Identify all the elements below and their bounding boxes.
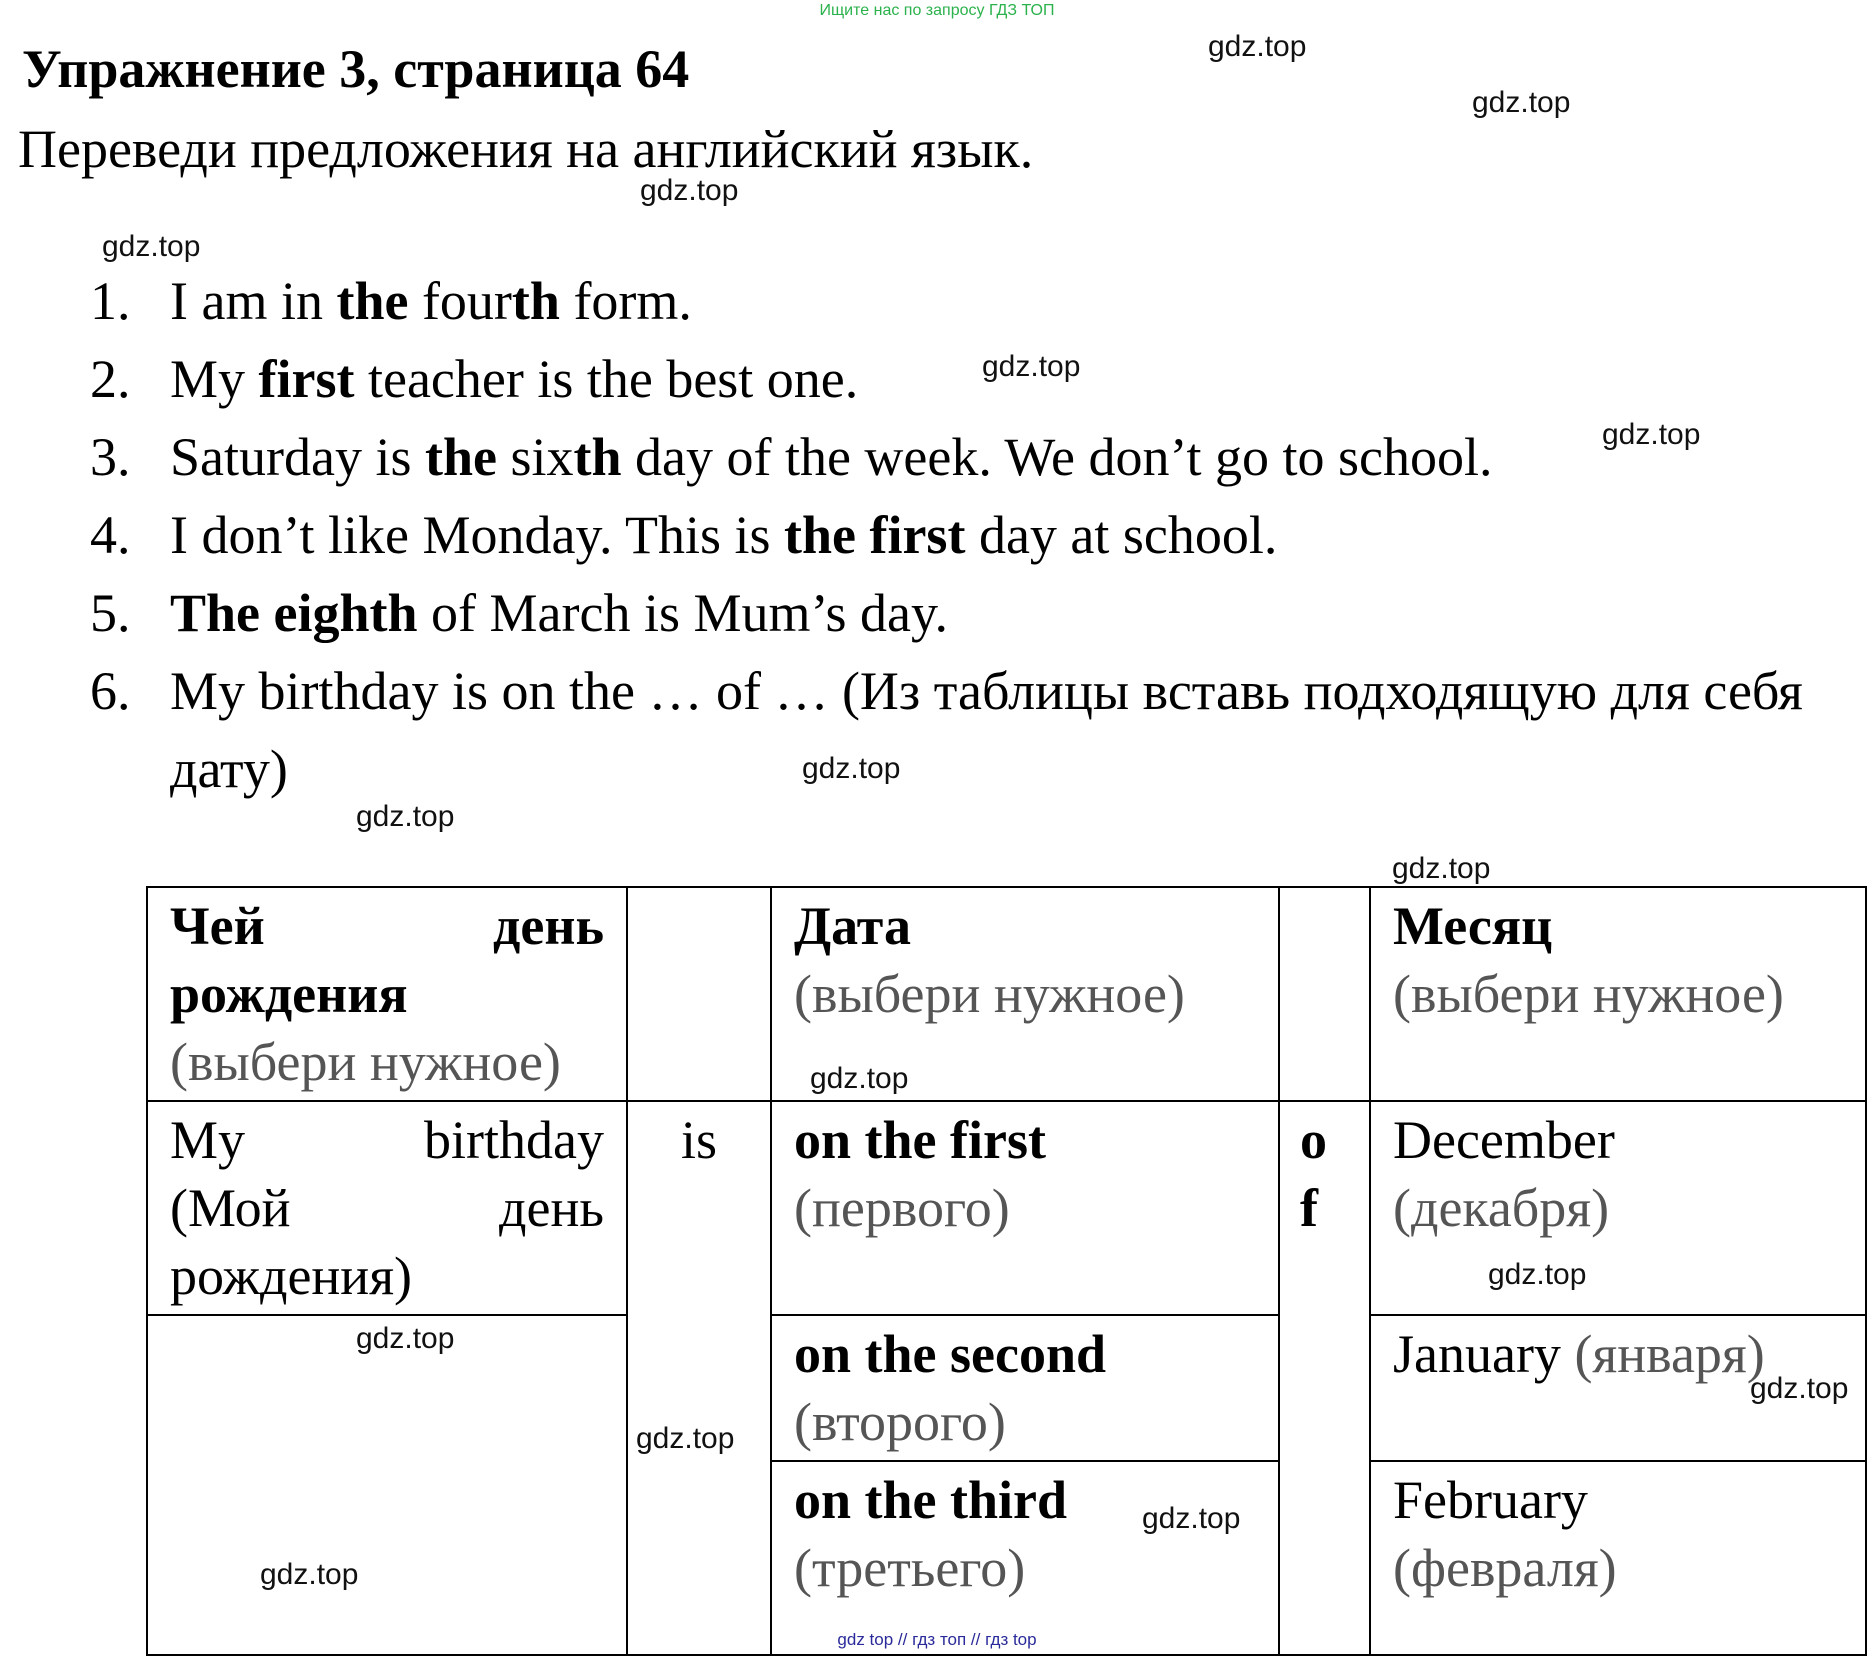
header-cell-month	[1370, 887, 1866, 1101]
header-label: рождения	[170, 964, 408, 1024]
cell-text: (второго)	[794, 1392, 1006, 1452]
top-search-hint[interactable]: Ищите нас по запросу ГДЗ ТОП	[819, 2, 1055, 19]
verb-cell	[627, 1101, 771, 1655]
text-run: day of the week. We don’t go to school.	[621, 427, 1493, 487]
watermark: gdz.top	[1750, 1372, 1849, 1405]
header-cell-empty	[627, 887, 771, 1101]
table-header-row	[147, 887, 1866, 1101]
text-run: day at school.	[965, 505, 1278, 565]
subject-cell	[147, 1101, 627, 1315]
header-cell-empty	[1279, 887, 1370, 1101]
watermark: gdz.top	[636, 1422, 735, 1455]
text-run: four	[408, 271, 512, 331]
date-cell	[771, 1461, 1279, 1655]
watermark: gdz.top	[1208, 30, 1307, 63]
item-number: 3.	[90, 427, 131, 487]
watermark: gdz.top	[640, 174, 739, 207]
list-item	[90, 652, 1850, 808]
watermark: gdz.top	[356, 800, 455, 833]
text-run: My birthday is on the … of … (Из таблицы вставь подходящую для себя дату)	[170, 661, 1803, 799]
cell-text: (третьего)	[794, 1538, 1026, 1598]
text-run: of March is Mum’s day.	[417, 583, 948, 643]
table-row	[147, 1101, 1866, 1315]
watermark: gdz.top	[102, 230, 201, 263]
table-row	[147, 1315, 1866, 1461]
date-table	[146, 886, 1867, 1656]
item-number: 6.	[90, 661, 131, 721]
watermark: gdz.top	[1488, 1258, 1587, 1291]
bold-run: th	[511, 271, 560, 331]
of-cell	[1279, 1101, 1370, 1655]
cell-text: January	[1393, 1324, 1561, 1384]
bold-run: the first	[784, 505, 966, 565]
text-run: I am in	[170, 271, 337, 331]
watermark: gdz.top	[356, 1322, 455, 1355]
item-number: 4.	[90, 505, 131, 565]
page-title: Упражнение 3, страница 64	[22, 39, 690, 99]
sentence-list	[90, 262, 1803, 808]
item-number: 5.	[90, 583, 131, 643]
month-cell	[1370, 1461, 1866, 1655]
text-run: teacher is the best one.	[354, 349, 859, 409]
cell-text: is	[680, 1110, 718, 1170]
cell-text: on the second	[794, 1324, 1107, 1384]
date-cell	[771, 1315, 1279, 1461]
item-number: 1.	[90, 271, 131, 331]
watermark: gdz.top	[1472, 86, 1571, 119]
cell-text: on the third	[794, 1470, 1068, 1530]
header-cell-whose	[147, 887, 627, 1101]
list-item	[90, 418, 1790, 496]
list-item	[90, 496, 1790, 574]
cell-text: My birthday	[170, 1110, 604, 1170]
cell-text: on the first	[794, 1110, 1046, 1170]
cell-text: December	[1393, 1110, 1615, 1170]
watermark: gdz.top	[802, 752, 901, 785]
list-item	[90, 574, 1790, 652]
empty-cell	[147, 1315, 627, 1655]
month-cell	[1370, 1315, 1866, 1461]
list-item	[90, 262, 1790, 340]
header-label: день	[493, 896, 604, 956]
watermark: gdz.top	[260, 1558, 359, 1591]
text-run: My	[170, 349, 259, 409]
text-run: form.	[559, 271, 692, 331]
watermark: gdz.top	[982, 350, 1081, 383]
bold-run: The eighth	[170, 583, 418, 643]
cell-text: February	[1393, 1470, 1588, 1530]
text-run: I don’t like Monday. This is	[170, 505, 784, 565]
header-label: Месяц	[1393, 896, 1553, 956]
bold-run: the	[424, 427, 497, 487]
cell-text: (первого)	[794, 1178, 1010, 1238]
bold-run: the	[336, 271, 409, 331]
watermark: gdz.top	[810, 1062, 909, 1095]
item-number: 2.	[90, 349, 131, 409]
cell-text: f	[1300, 1178, 1318, 1238]
list-item	[90, 340, 1790, 418]
bold-run: first	[258, 349, 355, 409]
header-note: (выбери нужное)	[1393, 964, 1784, 1024]
header-label: Дата	[794, 896, 911, 956]
text-run: six	[496, 427, 574, 487]
header-note: (выбери нужное)	[794, 964, 1185, 1024]
bottom-links[interactable]: gdz top // гдз топ // гдз top	[837, 1630, 1037, 1649]
watermark: gdz.top	[1142, 1502, 1241, 1535]
text-run: Saturday is	[170, 427, 425, 487]
cell-text: o	[1300, 1110, 1327, 1170]
header-cell-date	[771, 887, 1279, 1101]
cell-text: (февраля)	[1393, 1538, 1617, 1598]
watermark: gdz.top	[1602, 418, 1701, 451]
task-instruction: Переведи предложения на английский язык.	[18, 119, 1034, 179]
bold-run: th	[573, 427, 622, 487]
header-label: Чей	[170, 896, 265, 956]
cell-text: (декабря)	[1393, 1178, 1610, 1238]
cell-text: (января)	[1574, 1324, 1765, 1384]
watermark: gdz.top	[1392, 852, 1491, 885]
header-note: (выбери нужное)	[170, 1032, 561, 1092]
date-cell	[771, 1101, 1279, 1315]
month-cell	[1370, 1101, 1866, 1315]
cell-text: (Мой день рождения)	[170, 1178, 604, 1306]
